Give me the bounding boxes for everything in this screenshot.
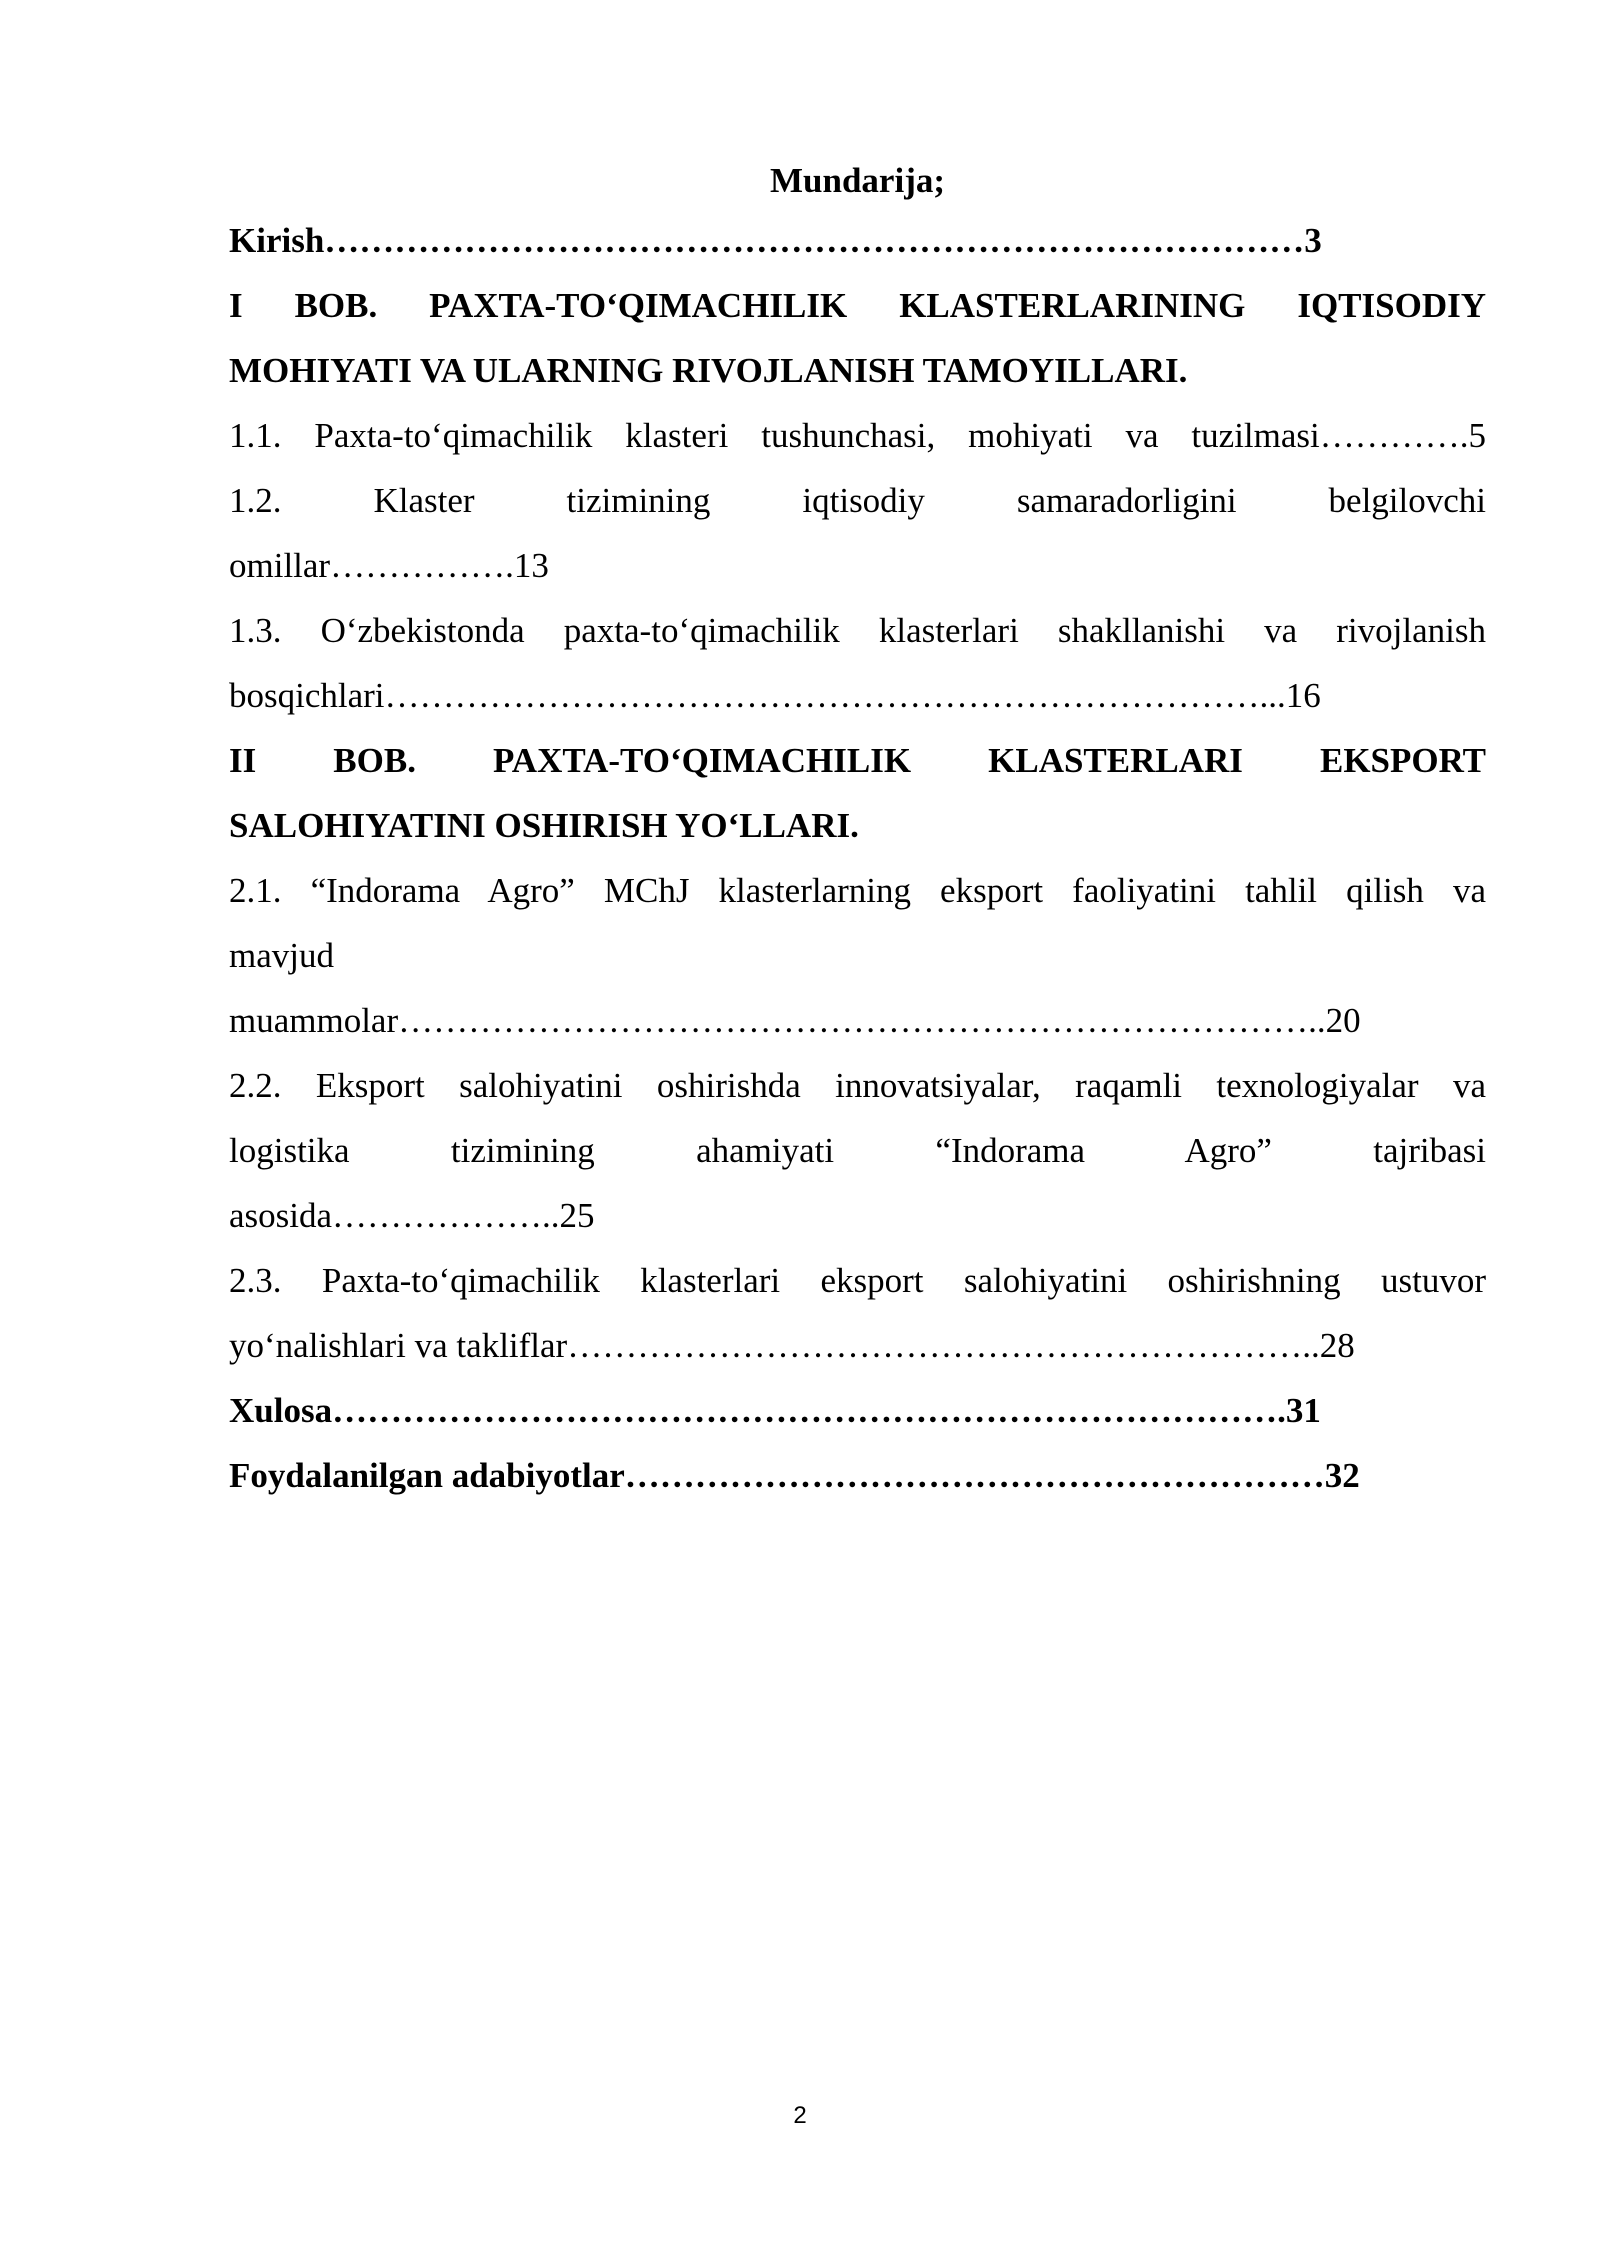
toc-entry-1-3-line-1[interactable]: 1.3. O‘zbekistonda paxta-to‘qimachilik klasterlari shakllanishi va rivojlanish (229, 611, 1486, 650)
toc-entry-1-1[interactable]: 1.1. Paxta-to‘qimachilik klasteri tushunchasi, mohiyati va tuzilmasi………….5 (229, 416, 1486, 455)
toc-entry-2-1-line-1[interactable]: 2.1. “Indorama Agro” MChJ klasterlarning eksport faoliyatini tahlil qilish va (229, 871, 1486, 910)
toc-entry-xulosa[interactable]: Xulosa……………………………………………………………………….31 (229, 1391, 1321, 1430)
toc-entry-2-1-line-2[interactable]: mavjud (229, 936, 334, 975)
table-of-contents (229, 208, 1486, 1508)
toc-entry-1-3-line-2[interactable]: bosqichlari…………………………………………………………………...16 (229, 676, 1321, 715)
toc-entry-2-3-line-2[interactable]: yo‘nalishlari va takliflar………………………………………………………..28 (229, 1326, 1355, 1365)
toc-entry-2-2-line-1[interactable]: 2.2. Eksport salohiyatini oshirishda innovatsiyalar, raqamli texnologiyalar va (229, 1066, 1486, 1105)
toc-entry-2-2-line-2[interactable]: logistika tizimining ahamiyati “Indorama Agro” tajribasi (229, 1131, 1486, 1170)
toc-chapter-1-title-line-1[interactable]: I BOB. PAXTA-TO‘QIMACHILIK KLASTERLARINING IQTISODIY (229, 286, 1486, 325)
toc-entry-1-2-line-1[interactable]: 1.2. Klaster tizimining iqtisodiy samaradorligini belgilovchi (229, 481, 1486, 520)
toc-entry-2-2-line-3[interactable]: asosida………………..25 (229, 1196, 595, 1235)
toc-chapter-1-title-line-2[interactable]: MOHIYATI VA ULARNING RIVOJLANISH TAMOYILLARI. (229, 351, 1188, 390)
toc-entry-kirish[interactable]: Kirish…………………………………………………………………………3 (229, 221, 1322, 260)
toc-chapter-2-title-line-1[interactable]: II BOB. PAXTA-TO‘QIMACHILIK KLASTERLARI EKSPORT (229, 741, 1486, 780)
toc-entry-bibliography[interactable]: Foydalanilgan adabiyotlar……………………………………………………32 (229, 1456, 1360, 1495)
toc-entry-2-1-line-3[interactable]: muammolar……………………………………………………………………..20 (229, 1001, 1361, 1040)
toc-heading: Mundarija; (770, 161, 945, 200)
toc-entry-2-3-line-1[interactable]: 2.3. Paxta-to‘qimachilik klasterlari eksport salohiyatini oshirishning ustuvor (229, 1261, 1486, 1300)
toc-entry-1-2-line-2[interactable]: omillar…………….13 (229, 546, 549, 585)
toc-chapter-2-title-line-2[interactable]: SALOHIYATINI OSHIRISH YO‘LLARI. (229, 806, 859, 845)
page-number: 2 (793, 2102, 807, 2129)
